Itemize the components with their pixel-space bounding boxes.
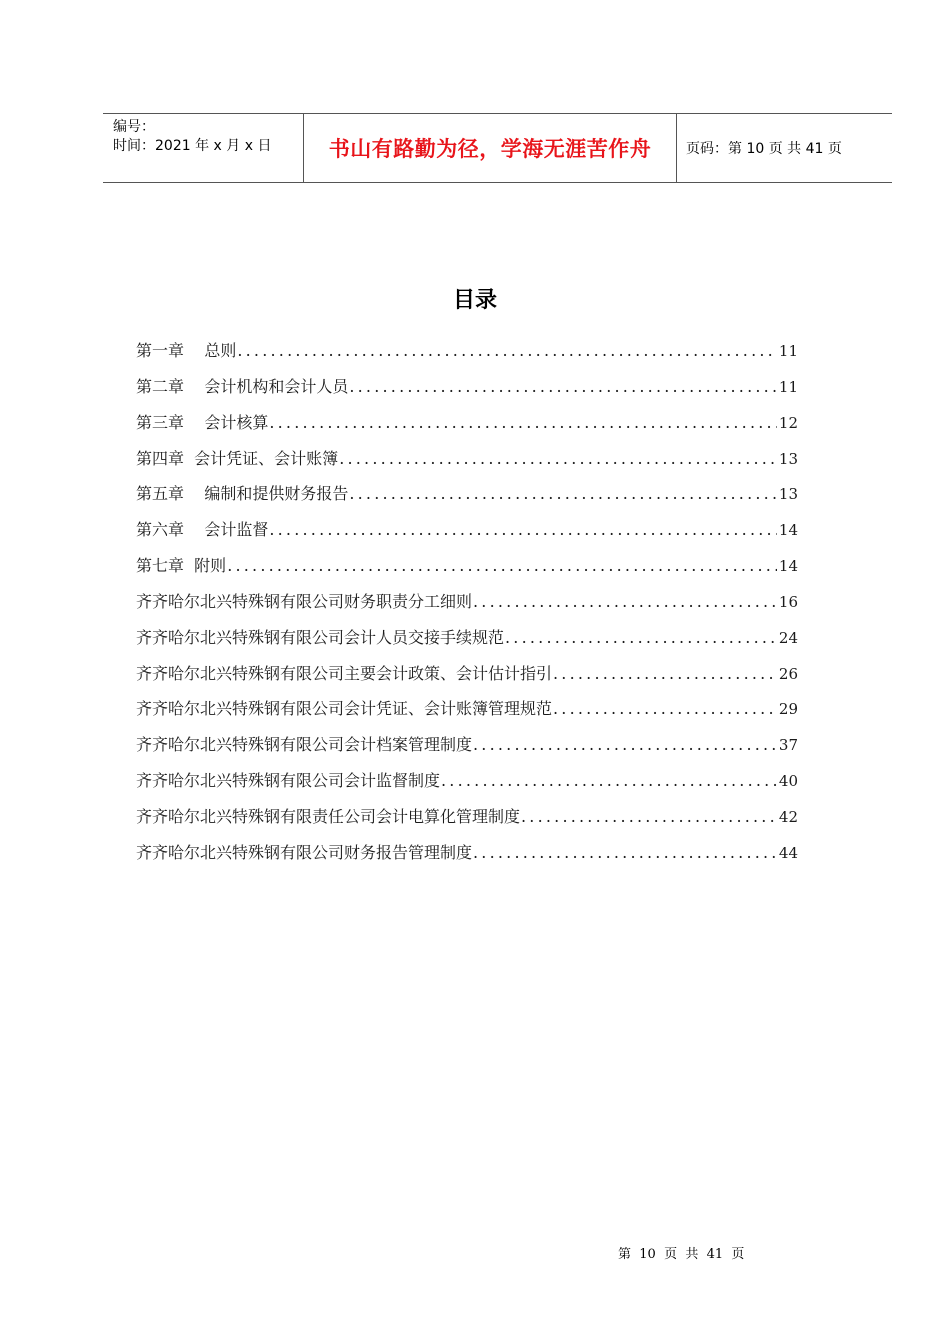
toc-entry[interactable] [136, 691, 798, 727]
toc-title: 目录 [452, 288, 497, 313]
toc-entry-label: 第一章 总则 [136, 341, 237, 360]
toc-dot-leader [227, 548, 777, 584]
toc-entry[interactable] [136, 441, 798, 477]
toc-entry[interactable] [136, 763, 798, 799]
toc-entry[interactable] [136, 584, 798, 620]
toc-dot-leader [553, 656, 777, 692]
toc-dot-leader [521, 799, 777, 835]
toc-entry-page: 44 [778, 843, 798, 862]
toc-entry-label: 第六章 会计监督 [136, 520, 269, 540]
toc-entry-label: 齐齐哈尔北兴特殊钢有限公司会计凭证、会计账簿管理规范 [136, 699, 553, 719]
toc-entry[interactable] [136, 620, 798, 656]
toc-entry-label: 齐齐哈尔北兴特殊钢有限公司财务报告管理制度 [136, 842, 473, 862]
toc-entry-page: 24 [778, 628, 798, 647]
header-motto: 书山有路勤为径，学海无涯苦作舟 [328, 137, 652, 161]
toc-entry-label: 第五章 编制和提供财务报告 [136, 484, 349, 504]
toc-dot-leader [441, 763, 777, 799]
document-time-label: 时间：2021 年 x 月 x 日 [113, 138, 272, 154]
toc-entry[interactable] [136, 333, 798, 369]
toc-entry-label: 齐齐哈尔北兴特殊钢有限公司会计人员交接手续规范 [136, 627, 505, 647]
toc-dot-leader [349, 476, 777, 512]
toc-entry-page: 14 [778, 521, 798, 540]
toc-entry[interactable] [136, 656, 798, 692]
document-number-label: 编号： [113, 119, 155, 135]
toc-dot-leader [237, 333, 777, 369]
toc-entry-page: 14 [778, 557, 798, 576]
toc-entry-page: 11 [778, 377, 798, 396]
toc-entry[interactable] [136, 512, 798, 548]
toc-entry-page: 40 [778, 772, 798, 791]
page-footer: 第 10 页 共 41 页 [618, 1247, 745, 1262]
toc-dot-leader [473, 835, 777, 871]
toc-entry-label: 第七章 附则 [136, 556, 227, 576]
toc-dot-leader [269, 405, 777, 441]
toc-entry-label: 齐齐哈尔北兴特殊钢有限公司会计监督制度 [136, 771, 441, 791]
toc-entry-label: 第四章 会计凭证、会计账簿 [136, 448, 339, 468]
header-page-cell [677, 114, 892, 182]
toc-entry-label: 齐齐哈尔北兴特殊钢有限公司财务职责分工细则 [136, 591, 473, 611]
toc-entry[interactable] [136, 727, 798, 763]
toc-entry-label: 齐齐哈尔北兴特殊钢有限公司主要会计政策、会计估计指引 [136, 663, 553, 683]
toc-entry[interactable] [136, 799, 798, 835]
toc-entry[interactable] [136, 548, 798, 584]
toc-entry-page: 42 [778, 807, 798, 826]
toc-dot-leader [349, 369, 777, 405]
toc-entry-page: 13 [778, 449, 798, 468]
toc-entry-label: 齐齐哈尔北兴特殊钢有限责任公司会计电算化管理制度 [136, 806, 521, 826]
toc-entry-page: 16 [778, 592, 798, 611]
table-of-contents [136, 333, 798, 871]
toc-entry[interactable] [136, 476, 798, 512]
toc-dot-leader [473, 727, 777, 763]
toc-dot-leader [553, 691, 777, 727]
toc-dot-leader [473, 584, 777, 620]
toc-entry-page: 29 [778, 700, 798, 719]
toc-entry[interactable] [136, 405, 798, 441]
toc-entry-page: 13 [778, 485, 798, 504]
toc-entry-page: 11 [778, 342, 798, 360]
header-motto-cell [304, 114, 677, 182]
toc-entry-label: 第二章 会计机构和会计人员 [136, 376, 349, 396]
toc-entry-label: 齐齐哈尔北兴特殊钢有限公司会计档案管理制度 [136, 735, 473, 755]
toc-entry[interactable] [136, 369, 798, 405]
toc-entry-page: 26 [778, 664, 798, 683]
header-page-info: 页码：第 10 页 共 41 页 [686, 141, 842, 157]
page-header [103, 113, 892, 183]
toc-dot-leader [269, 512, 777, 548]
toc-entry-page: 12 [778, 413, 798, 432]
header-meta-cell [103, 114, 304, 182]
toc-entry[interactable] [136, 835, 798, 871]
toc-dot-leader [339, 441, 777, 477]
toc-entry-label: 第三章 会计核算 [136, 412, 269, 432]
toc-entry-page: 37 [778, 736, 798, 755]
toc-dot-leader [505, 620, 777, 656]
